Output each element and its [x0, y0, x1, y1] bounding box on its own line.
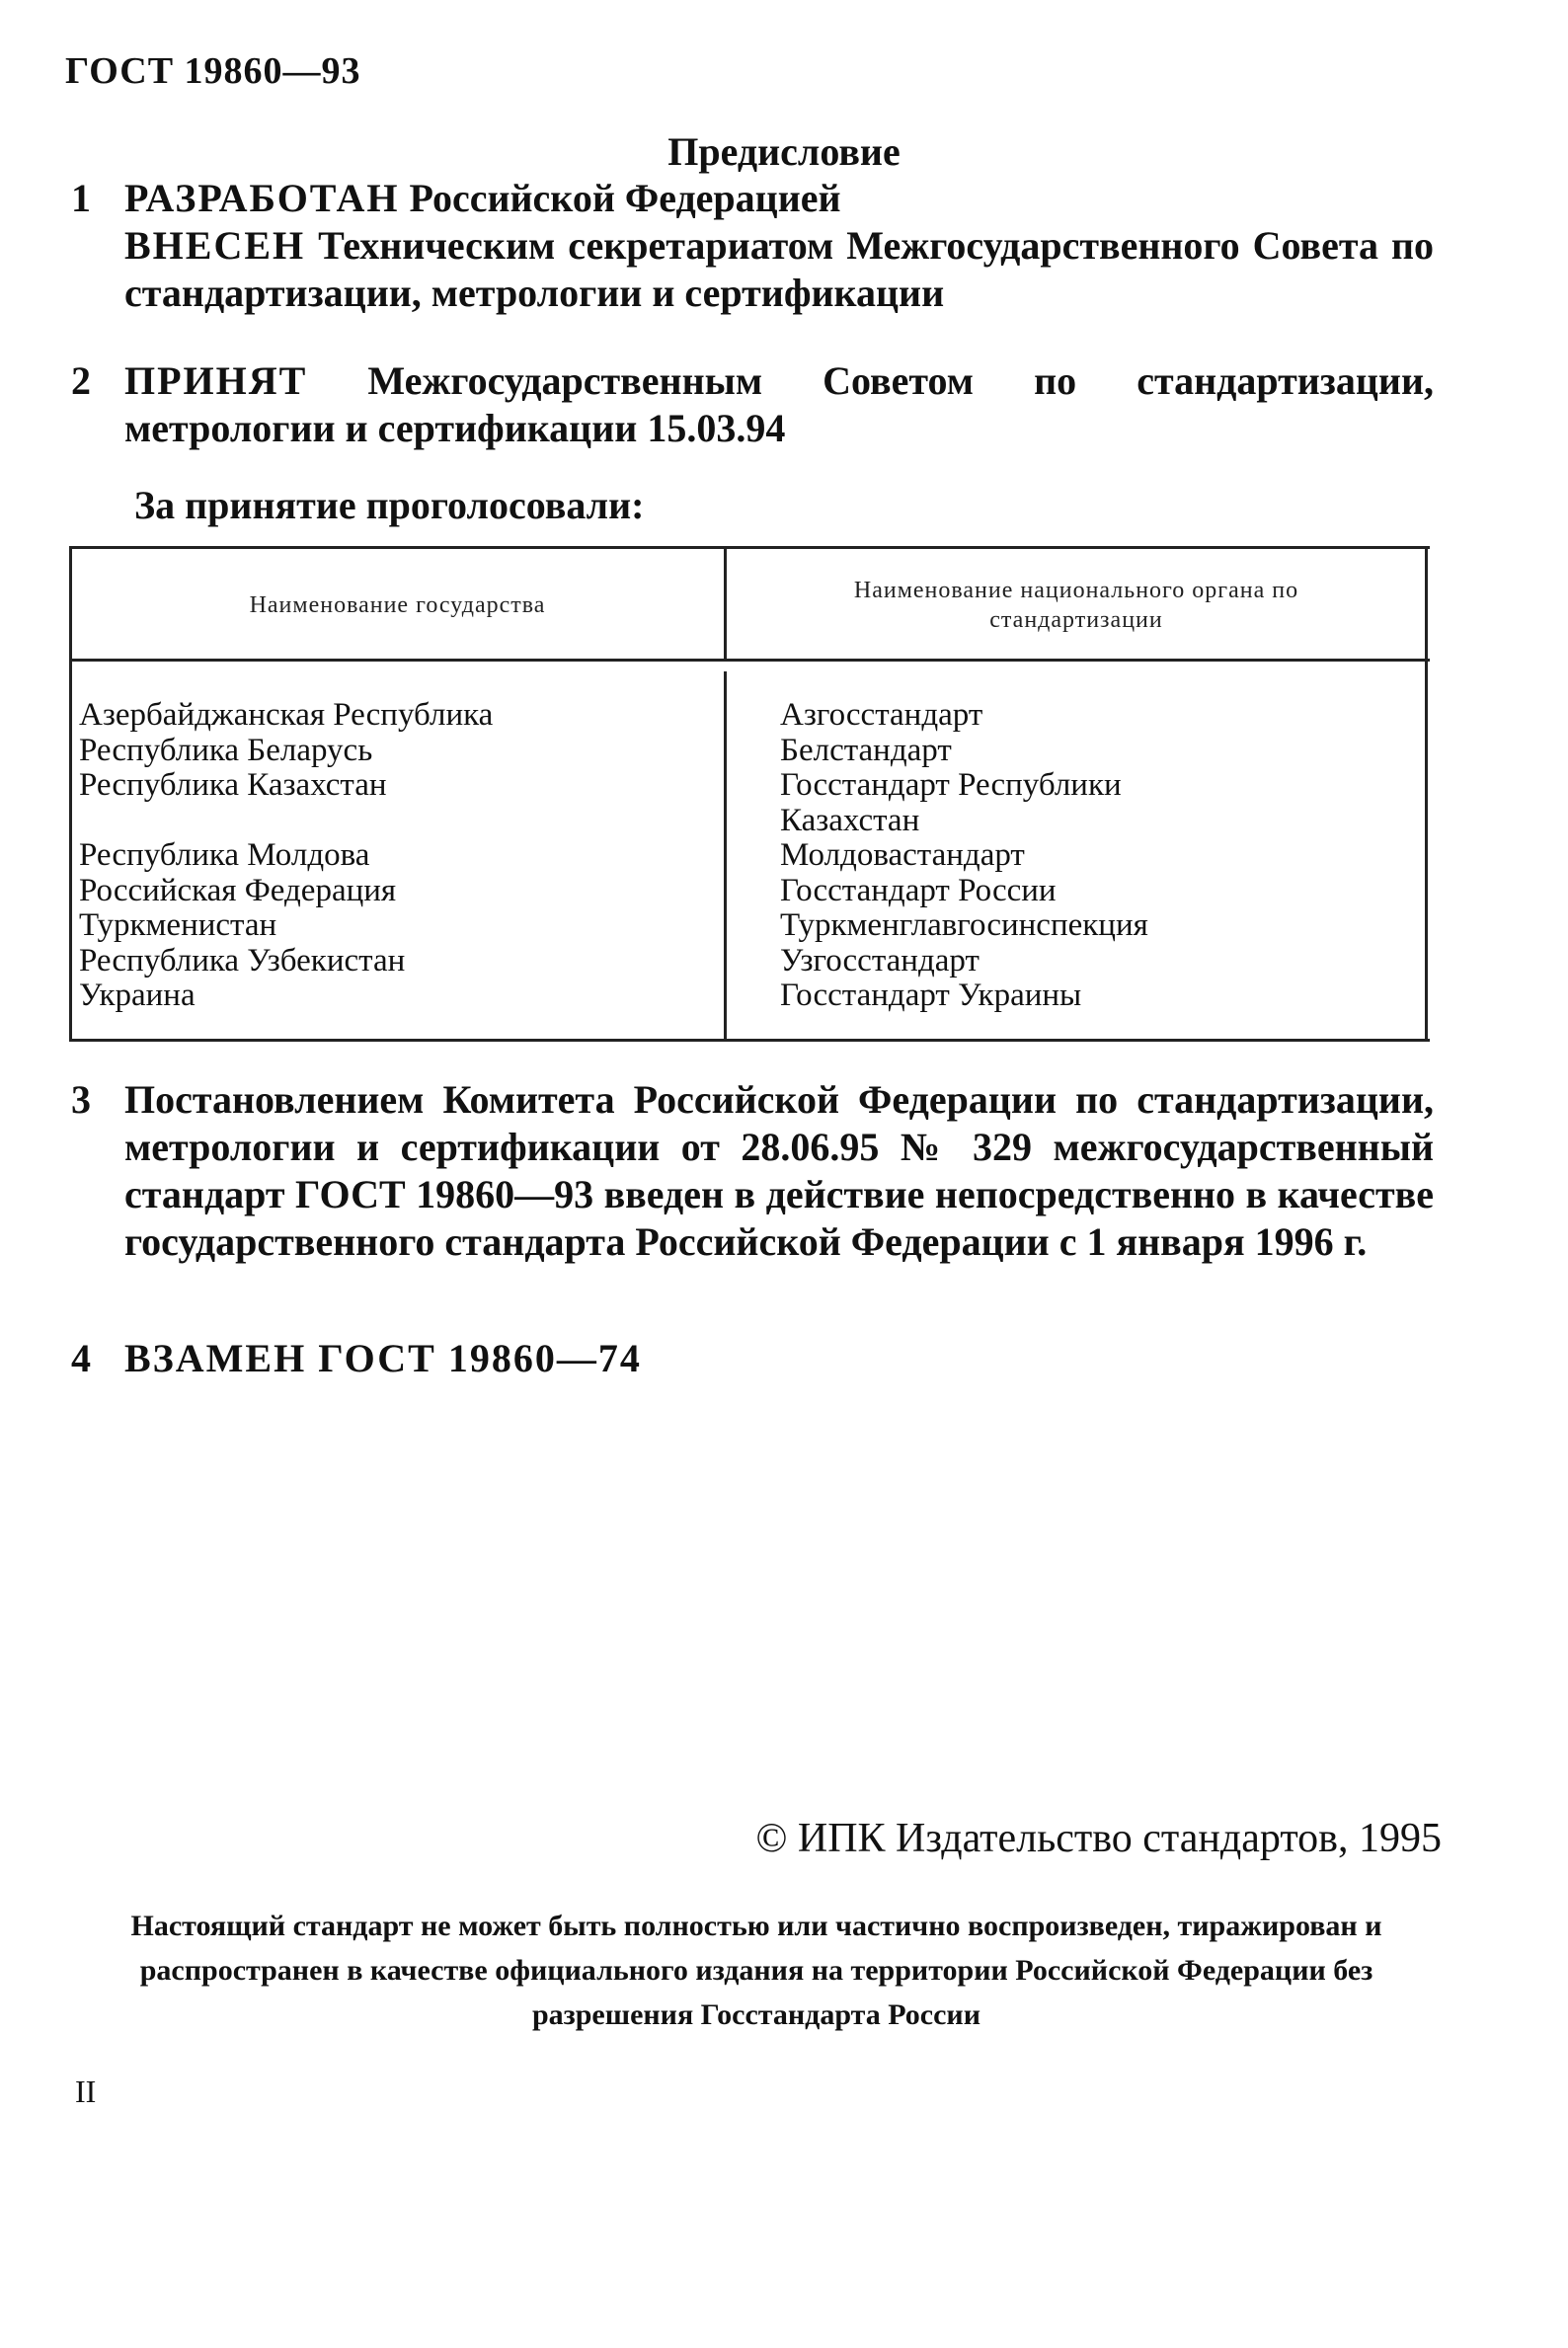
- table-left-border: [69, 549, 72, 1039]
- item-number: 2: [71, 358, 91, 403]
- table-cell-body: Белстандарт: [780, 732, 952, 768]
- states-column: [79, 698, 493, 1014]
- table-cell-body: Госстандарт России: [780, 872, 1057, 908]
- item-text: Постановлением Комитета Российской Федерации по стандартизации, метрологии и сертификации от 28.06.95 № 329 межгосударственный стандарт ГОСТ 19860—93 введен в действие непосредственно в качестве государственного стандарта Российской Федерации с 1 января 1996 г.: [124, 1077, 1434, 1264]
- preface-item-4: [71, 1335, 1434, 1382]
- page-title: Предисловие: [667, 129, 901, 174]
- table-cell-body: Узгосстандарт: [780, 942, 980, 978]
- table-cell-body: Госстандарт Республики: [780, 767, 1122, 803]
- table-cell-body: Госстандарт Украины: [780, 978, 1082, 1013]
- introduced-by: Техническим секретариатом Межгосударственного Совета по стандартизации, метрологии и сертификации: [124, 223, 1434, 315]
- table-column-divider: [724, 549, 727, 660]
- keyword-developed: РАЗРАБОТАН: [124, 176, 400, 220]
- preface-item-3: [71, 1076, 1434, 1266]
- table-cell-state: Туркменистан: [79, 907, 277, 943]
- votes-heading: За принятие проголосовали:: [134, 483, 645, 527]
- item-text: ВЗАМЕН ГОСТ 19860—74: [124, 1336, 642, 1380]
- page-number: II: [75, 2074, 97, 2109]
- table-cell-state: Российская Федерация: [79, 872, 397, 908]
- table-cell-state: Украина: [79, 978, 196, 1013]
- column-header-state: Наименование государства: [249, 592, 546, 618]
- table-cell-state: Республика Молдова: [79, 837, 370, 873]
- copyright-line: © ИПК Издательство стандартов, 1995: [755, 1816, 1442, 1861]
- item-text: [124, 175, 1434, 317]
- item-number: 4: [71, 1336, 91, 1380]
- table-cell-state: Азербайджанская Республика: [79, 697, 494, 733]
- developed-line: [124, 175, 1434, 222]
- table-cell-state: Республика Узбекистан: [79, 942, 406, 978]
- table-column-divider: [724, 671, 727, 1039]
- keyword-adopted: ПРИНЯТ: [124, 358, 308, 403]
- table-bottom-rule: [69, 1039, 1430, 1042]
- table-cell-body: Молдовастандарт: [780, 837, 1025, 873]
- table-cell-state: Республика Казахстан: [79, 767, 387, 803]
- table-top-rule: [69, 546, 1430, 549]
- adopted-by: Межгосударственным Советом по стандартизации, метрологии и сертификации 15.03.94: [124, 358, 1434, 450]
- preface-item-1: [71, 175, 1434, 317]
- column-header-body: Наименование национального органа по стандартизации: [853, 578, 1299, 633]
- keyword-introduced: ВНЕСЕН: [124, 223, 306, 268]
- bodies-column: [780, 698, 1148, 1014]
- preface-item-2: [71, 357, 1434, 452]
- developed-by: Российской Федерацией: [409, 176, 841, 220]
- item-number: 1: [71, 176, 91, 220]
- document-code: ГОСТ 19860—93: [65, 50, 361, 92]
- item-text: [124, 357, 1434, 452]
- table-cell-body: Азгосстандарт: [780, 697, 983, 733]
- item-number: 3: [71, 1077, 91, 1122]
- table-header-rule: [69, 659, 1430, 662]
- introduced-line: [124, 222, 1434, 317]
- table-cell-body: Туркменглавгосинспекция: [780, 907, 1148, 943]
- reproduction-notice: Настоящий стандарт не может быть полностью или частично воспроизведен, тиражирован и распространен в качестве официального издания на территории Российской Федерации без разрешения Госстандарта России: [130, 1910, 1382, 2031]
- table-cell-state: Республика Беларусь: [79, 732, 373, 768]
- table-right-border: [1425, 549, 1428, 1039]
- table-cell-body: Казахстан: [780, 802, 920, 838]
